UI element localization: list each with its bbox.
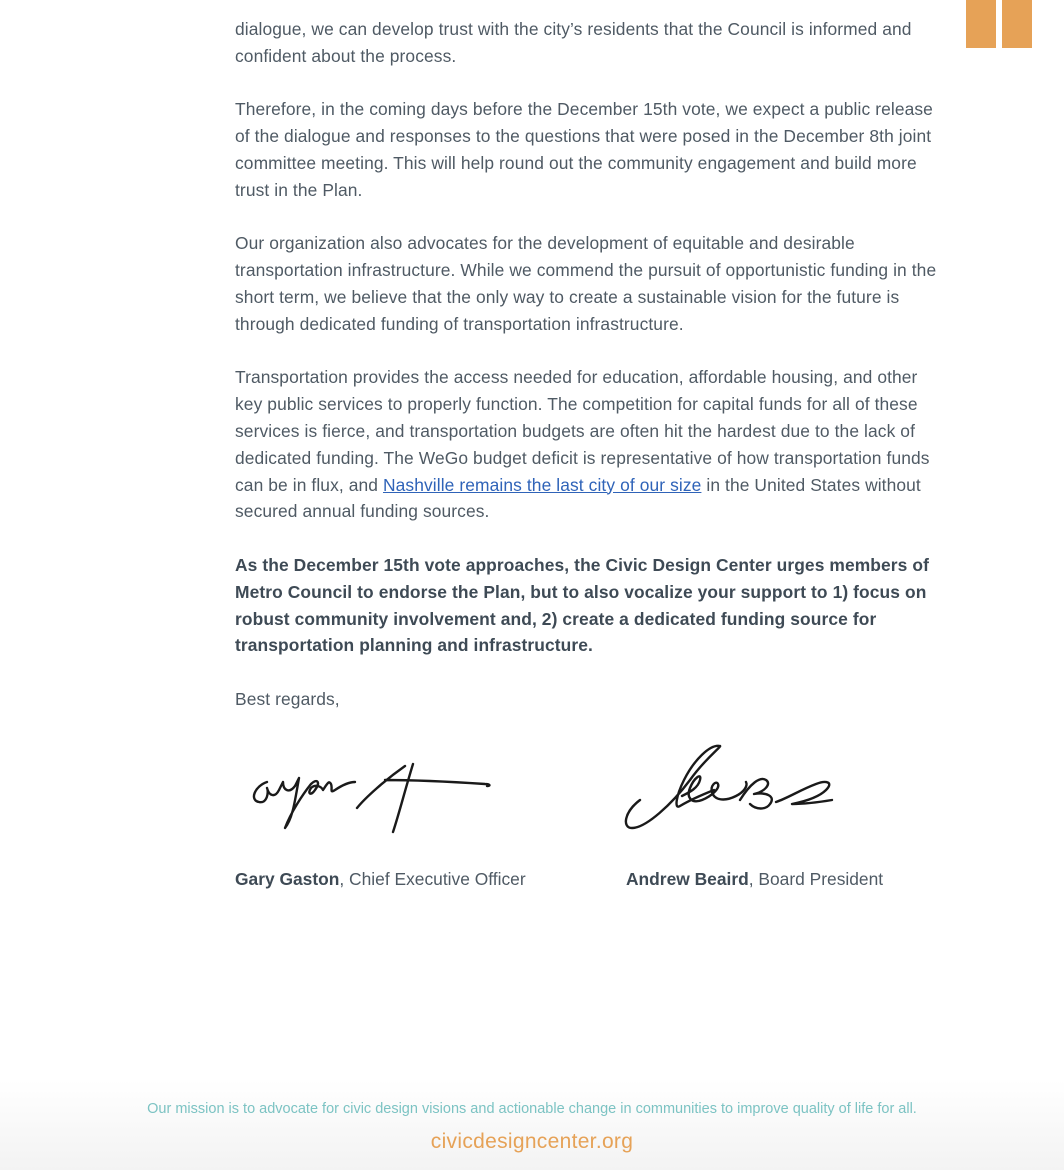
- funding-sources-link[interactable]: Nashville remains the last city of our size: [383, 474, 702, 495]
- paragraph-2: Therefore, in the coming days before the December 15th vote, we expect a public release of the dialogue and responses to the questions that were posed in the December 8th joint committee meeting. This will help round out the community engagement and build more trust in the Plan.: [235, 99, 933, 200]
- signatory-2-title: , Board President: [748, 869, 884, 889]
- footer-background: [0, 1080, 1064, 1170]
- paragraph-4: [235, 364, 947, 525]
- call-to-action-paragraph: As the December 15th vote approaches, the Civic Design Center urges members of Metro Council to endorse the Plan, but to also vocalize your support to 1) focus on robust community involvement and, 2) create a dedicated funding source for transportation planning and infrastructure.: [235, 554, 929, 656]
- signatory-2: [626, 869, 883, 890]
- brand-logo: [966, 0, 1032, 48]
- website-link[interactable]: civicdesigncenter.org: [430, 1130, 634, 1153]
- signature-andrew-beaird: [620, 740, 840, 835]
- paragraph-1: dialogue, we can develop trust with the city’s residents that the Council is informed and confident about the process.: [235, 19, 912, 66]
- mission-statement: Our mission is to advocate for civic design visions and actionable change in communities to improve quality of life for all.: [147, 1101, 917, 1117]
- paragraph-3: Our organization also advocates for the development of equitable and desirable transportation infrastructure. While we commend the pursuit of opportunistic funding in the short term, we believe that the only way to create a sustainable vision for the future is through dedicated funding of transportation infrastructure.: [235, 233, 937, 334]
- signatory-1: [235, 869, 526, 890]
- logo-block-right: [1002, 0, 1032, 48]
- paragraph-4-text-b: in the United States without secured annual funding sources.: [235, 474, 921, 522]
- closing-salutation: Best regards,: [235, 688, 340, 709]
- paragraph-4-text-a: Transportation provides the access needed for education, affordable housing, and other key public services to properly function. The competition for capital funds for all of these services is fierce, and transportation budgets are often hit the hardest due to the lack of dedicated funding. The WeGo budget deficit is representative of how transportation funds can be in flux, and: [235, 367, 930, 495]
- signatures: [0, 740, 1064, 840]
- signatory-2-name: Andrew Beaird: [626, 869, 749, 889]
- signature-gary-gaston: [245, 760, 495, 835]
- signatory-1-name: Gary Gaston: [235, 869, 340, 889]
- letter-body: [235, 16, 947, 740]
- signatory-1-title: , Chief Executive Officer: [339, 869, 526, 889]
- logo-block-left: [966, 0, 996, 48]
